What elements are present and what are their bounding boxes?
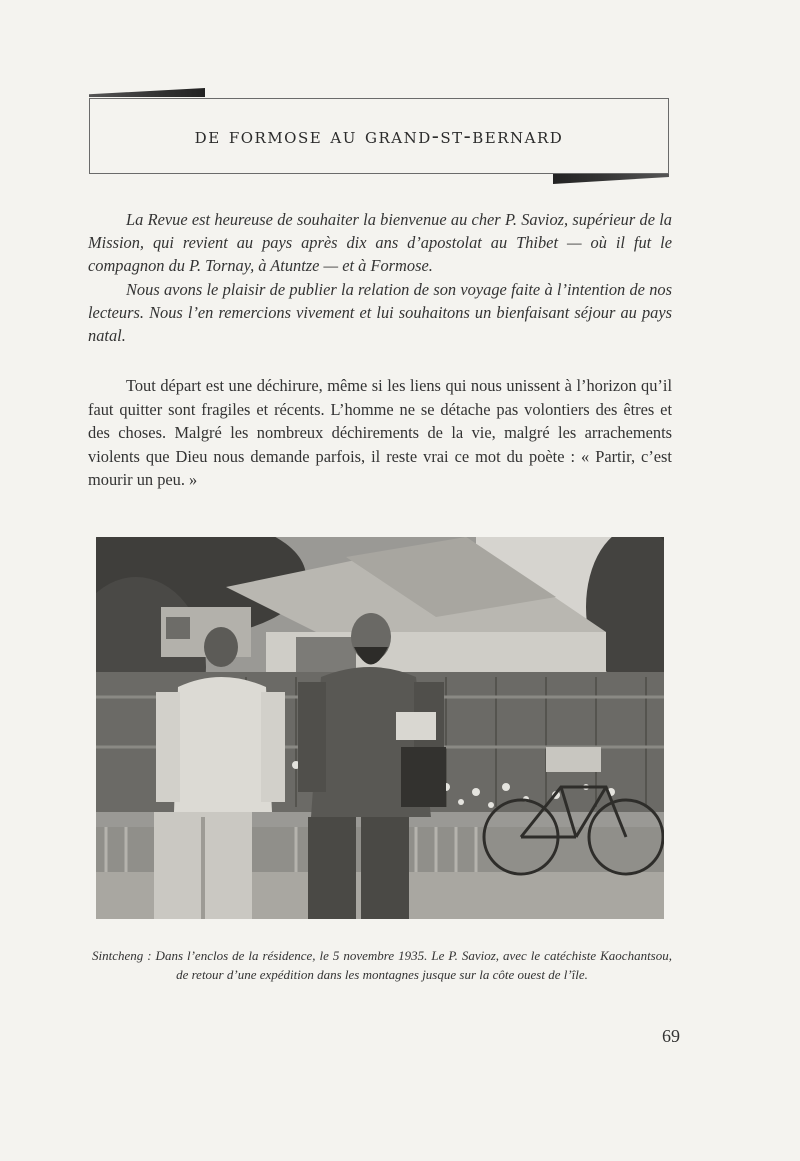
intro-paragraph: Nous avons le plaisir de publier la relation de son voyage faite à l’intention de nos lecteurs. Nous l’en remercions vivement et lui souhaitons un bienfaisant séjour au pays natal. — [88, 279, 672, 346]
body-paragraph: Tout départ est une déchirure, même si les liens qui nous unissent à l’horizon qu’il faut quitter sont fragiles et récents. L’homme ne se détache pas volontiers des êtres et des choses. Malgré les nombreux déchirements de la vie, malgré les arrachements violents que Dieu nous demande parfois, il reste vrai ce mot du poète : « Partir, c’est mourir un peu. » — [88, 376, 672, 490]
title-rule-bottom — [553, 174, 669, 184]
title-rule-top — [89, 88, 205, 97]
photograph — [96, 537, 664, 919]
photograph-illustration — [96, 537, 664, 919]
intro-paragraph: La Revue est heureuse de souhaiter la bienvenue au cher P. Savioz, supérieur de la Mission, qui revient au pays après dix ans d’apostolat au Thibet — où il fut le compagnon du P. Tornay, à Atuntze — et à Formose. — [88, 210, 672, 276]
page-title: de formose au grand-st-bernard — [194, 124, 564, 148]
title-frame — [89, 98, 669, 174]
editorial-intro — [88, 208, 672, 347]
page-number: 69 — [662, 1026, 680, 1046]
photo-caption: Sintcheng : Dans l’enclos de la résidence, le 5 novembre 1935. Le P. Savioz, avec le catéchiste Kaochantsou, de retour d’une expédition dans les montagnes jusque sur la côte ouest de l’île. — [92, 948, 672, 982]
article-body — [88, 374, 672, 492]
